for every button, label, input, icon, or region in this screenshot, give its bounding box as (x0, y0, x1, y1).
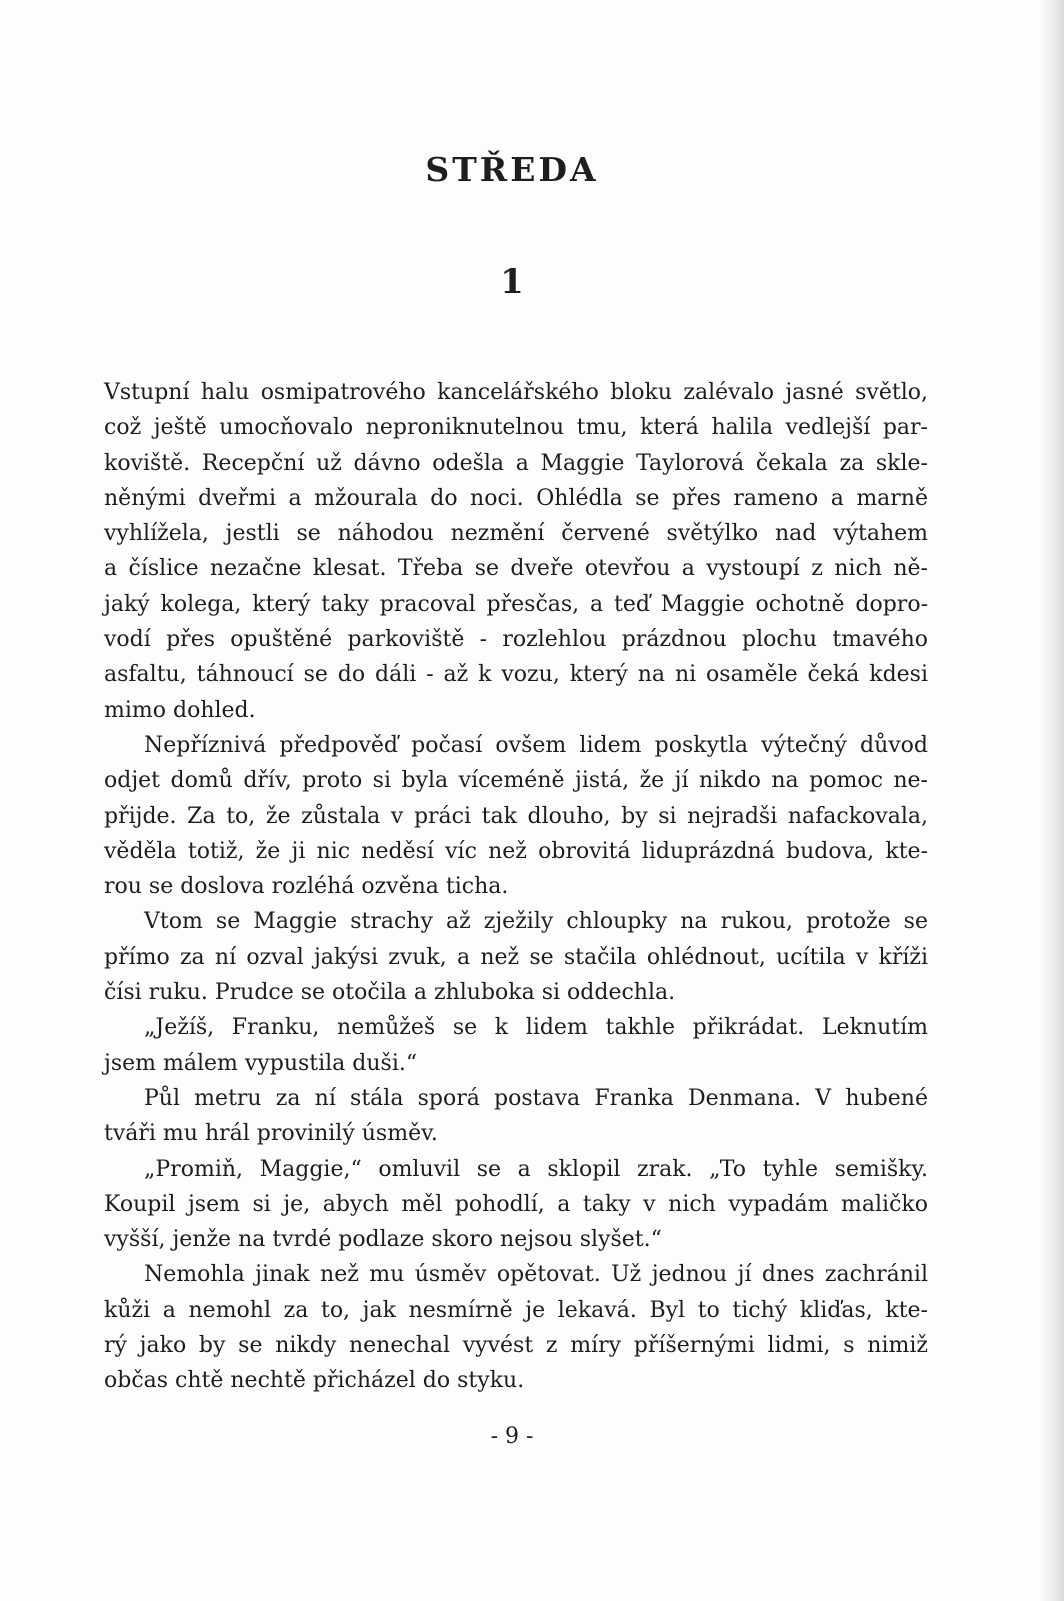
text-line: kůži a nemohl za to, jak nesmírně je lekavá. Byl to tichý kliďas, kte- (104, 1297, 928, 1323)
text-line: koviště. Recepční už dávno odešla a Maggie Taylorová čekala za skle- (104, 450, 928, 476)
text-line: přímo za ní ozval jakýsi zvuk, a než se stačila ohlédnout, ucítila v kříži (104, 944, 928, 970)
text-line: odjet domů dřív, proto si byla víceméně jistá, že jí nikdo na pomoc ne- (104, 768, 928, 794)
text-line: vodí přes opuštěné parkoviště - rozlehlou prázdnou plochu tmavého (104, 627, 928, 653)
text-line: rou se doslova rozléhá ozvěna ticha. (104, 874, 509, 900)
body-text (104, 375, 928, 1399)
text-line: tváři mu hrál provinilý úsměv. (104, 1121, 438, 1147)
text-line: rý jako by se nikdy nenechal vyvést z míry příšernými lidmi, s nimiž (104, 1333, 928, 1359)
text-line: jaký kolega, který taky pracoval přesčas, a teď Maggie ochotně dopro- (104, 591, 928, 617)
paragraph (104, 1010, 928, 1081)
chapter-number: 1 (500, 262, 524, 302)
text-line: vyšší, jenže na tvrdé podlaze skoro nejsou slyšet.“ (104, 1227, 662, 1253)
text-line: Vstupní halu osmipatrového kancelářského bloku zalévalo jasné světlo, (104, 380, 928, 405)
text-line: a číslice nezačne klesat. Třeba se dveře otevřou a vystoupí z nich ně- (104, 556, 928, 582)
text-line: Půl metru za ní stála sporá postava Franka Denmana. V hubené (144, 1085, 928, 1111)
part-title: STŘEDA (425, 150, 599, 189)
text-line: mimo dohled. (104, 697, 256, 723)
paragraph (104, 904, 928, 1010)
text-line: občas chtě nechtě přicházel do styku. (104, 1368, 525, 1394)
text-line: „Ježíš, Franku, nemůžeš se k lidem takhle přikrádat. Leknutím (144, 1015, 928, 1041)
text-line: něnými dveřmi a mžourala do noci. Ohlédla se přes rameno a marně (104, 485, 928, 511)
page-number: - 9 - (490, 1424, 534, 1449)
text-line: věděla totiž, že ji nic neděsí víc než obrovitá liduprázdná budova, kte- (104, 838, 928, 864)
paragraph (104, 1257, 928, 1398)
text-line: Nemohla jinak než mu úsměv opětovat. Už jednou jí dnes zachránil (144, 1262, 928, 1288)
text-line: což ještě umocňovalo neproniknutelnou tmu, která halila vedlejší par- (104, 415, 928, 441)
text-line: vyhlížela, jestli se náhodou nezmění červené světýlko nad výtahem (104, 521, 928, 547)
text-line: Koupil jsem si je, abych měl pohodlí, a taky v nich vypadám maličko (104, 1191, 928, 1217)
text-line: Vtom se Maggie strachy až zježily chloupky na rukou, protože se (144, 909, 928, 935)
text-line: Nepříznivá předpověď počasí ovšem lidem poskytla výtečný důvod (144, 732, 928, 758)
text-line: „Promiň, Maggie,“ omluvil se a sklopil zrak. „To tyhle semišky. (144, 1156, 928, 1182)
text-line: jsem málem vypustila duši.“ (104, 1050, 418, 1076)
text-line: přijde. Za to, že zůstala v práci tak dlouho, by si nejradši nafackovala, (104, 803, 928, 829)
paragraph (104, 375, 928, 728)
text-line: asfaltu, táhnoucí se do dáli - až k vozu, který na ni osaměle čeká kdesi (104, 662, 928, 688)
text-line: čísi ruku. Prudce se otočila a zhluboka si oddechla. (104, 980, 676, 1006)
paragraph (104, 1081, 928, 1152)
spine-shadow (1038, 0, 1064, 1601)
paragraph (104, 1152, 928, 1258)
paragraph (104, 728, 928, 904)
